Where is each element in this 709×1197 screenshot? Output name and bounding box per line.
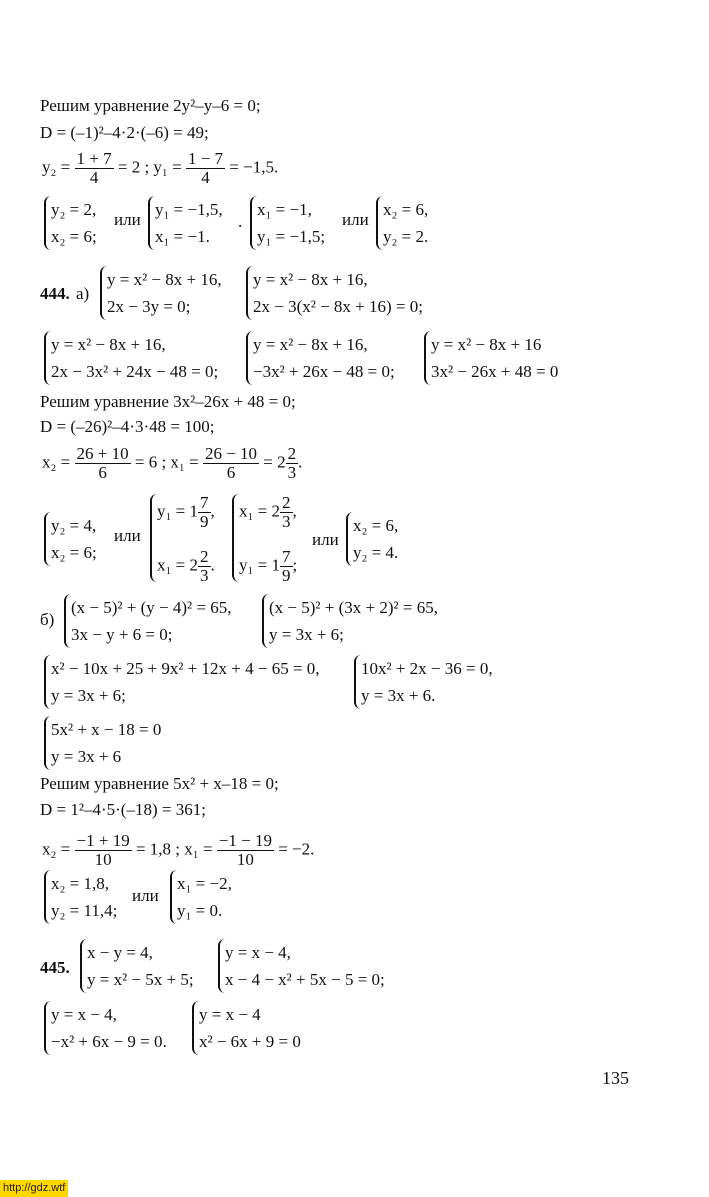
- equation-system: y₁ = 1 $\frac{7}{9}$ , x₁ = 2 $\frac{2}{3}$ .: [150, 494, 215, 582]
- fraction: $\frac{7}{9}$: [200, 493, 209, 531]
- problem-number: 444.: [40, 284, 70, 303]
- or-word: или: [114, 526, 141, 545]
- equation-system: 5x² + x − 18 = 0 y = 3x + 6: [44, 716, 161, 770]
- equation-system: y = x² − 8x + 16, −3x² + 26x − 48 = 0;: [246, 331, 395, 385]
- equation-system: x − y = 4, y = x² − 5x + 5;: [80, 939, 194, 993]
- equation-system: y = x² − 8x + 16 3x² − 26x + 48 = 0: [424, 331, 558, 385]
- text-line: Решим уравнение 2y²–y–6 = 0;: [40, 96, 261, 115]
- equation-system: y = x² − 8x + 16, 2x − 3y = 0;: [100, 266, 222, 320]
- fraction: $\frac{-1 - 19}{10}$: [218, 831, 272, 869]
- equation-system: (x − 5)² + (y − 4)² = 65, 3x − y + 6 = 0;: [64, 594, 231, 648]
- equation-system: x² − 10x + 25 + 9x² + 12x + 4 − 65 = 0, y = 3x + 6;: [44, 655, 320, 709]
- page-number: 135: [602, 1068, 629, 1088]
- text-line: Решим уравнение 3x²–26x + 48 = 0;: [40, 392, 296, 411]
- or-word: или: [132, 886, 159, 905]
- equation-system: x₁ = −1, y₁ = −1,5;: [250, 196, 325, 250]
- fraction: $\frac{2}{3}$: [282, 493, 291, 531]
- subproblem-label: б): [40, 610, 55, 629]
- equation-system: y₂ = 2, x₂ = 6;: [44, 196, 97, 250]
- equation-system: x₂ = 6, y₂ = 2.: [376, 196, 428, 250]
- text-line: D = (–1)²–4·2·(–6) = 49;: [40, 123, 209, 142]
- equation-system: y₁ = −1,5, x₁ = −1.: [148, 196, 223, 250]
- equation-system: y = x² − 8x + 16, 2x − 3(x² − 8x + 16) = 0;: [246, 266, 423, 320]
- fraction: $\frac{26 + 10}{6}$: [76, 444, 129, 482]
- equation-system: x₁ = −2, y₁ = 0.: [170, 870, 232, 924]
- fraction: $\frac{-1 + 19}{10}$: [76, 831, 130, 869]
- equation-system: x₁ = 2 $\frac{2}{3}$ , y₁ = 1 $\frac{7}{9}$ ;: [232, 494, 297, 582]
- equation-system: y = x − 4, x − 4 − x² + 5x − 5 = 0;: [218, 939, 385, 993]
- or-word: или: [114, 210, 141, 229]
- or-word: или: [312, 530, 339, 549]
- equation-system: 10x² + 2x − 36 = 0, y = 3x + 6.: [354, 655, 493, 709]
- or-word: или: [342, 210, 369, 229]
- fraction: $\frac{2}{3}$: [287, 444, 297, 482]
- equation-line: x₂ = $\frac{26 + 10}{6}$ = 6 ; x₁ = $\frac{26 - 10}{6}$ = 2 $\frac{2}{3}$ .: [42, 444, 303, 482]
- equation-line: x₂ = $\frac{-1 + 19}{10}$ = 1,8 ; x₁ = $\frac{-1 - 19}{10}$ = −2.: [42, 831, 315, 869]
- problem-number: 445.: [40, 958, 70, 977]
- equation-system: y = x − 4, −x² + 6x − 9 = 0.: [44, 1001, 167, 1055]
- equation-system: y = x − 4 x² − 6x + 9 = 0: [192, 1001, 301, 1055]
- source-watermark[interactable]: http://gdz.wtf: [0, 1180, 68, 1197]
- fraction: $\frac{1 + 7}{4}$: [76, 149, 112, 187]
- equation-system: (x − 5)² + (3x + 2)² = 65, y = 3x + 6;: [262, 594, 438, 648]
- fraction: $\frac{1 - 7}{4}$: [187, 149, 224, 187]
- fraction: $\frac{26 - 10}{6}$: [204, 444, 258, 482]
- equation-system: y = x² − 8x + 16, 2x − 3x² + 24x − 48 = 0;: [44, 331, 218, 385]
- subproblem-label: а): [76, 284, 90, 303]
- dot: .: [238, 212, 243, 231]
- text-line: D = 1²–4·5·(–18) = 361;: [40, 800, 206, 819]
- equation-system: x₂ = 1,8, y₂ = 11,4;: [44, 870, 117, 924]
- equation-system: x₂ = 6, y₂ = 4.: [346, 512, 398, 566]
- text-line: Решим уравнение 5x² + x–18 = 0;: [40, 774, 279, 793]
- equation-system: y₂ = 4, x₂ = 6;: [44, 512, 97, 566]
- fraction: $\frac{7}{9}$: [282, 547, 291, 585]
- fraction: $\frac{2}{3}$: [200, 547, 209, 585]
- text-line: D = (–26)²–4·3·48 = 100;: [40, 417, 215, 436]
- equation-line: y₂ = $\frac{1 + 7}{4}$ = 2 ; y₁ = $\frac{1 - 7}{4}$ = −1,5.: [42, 149, 279, 187]
